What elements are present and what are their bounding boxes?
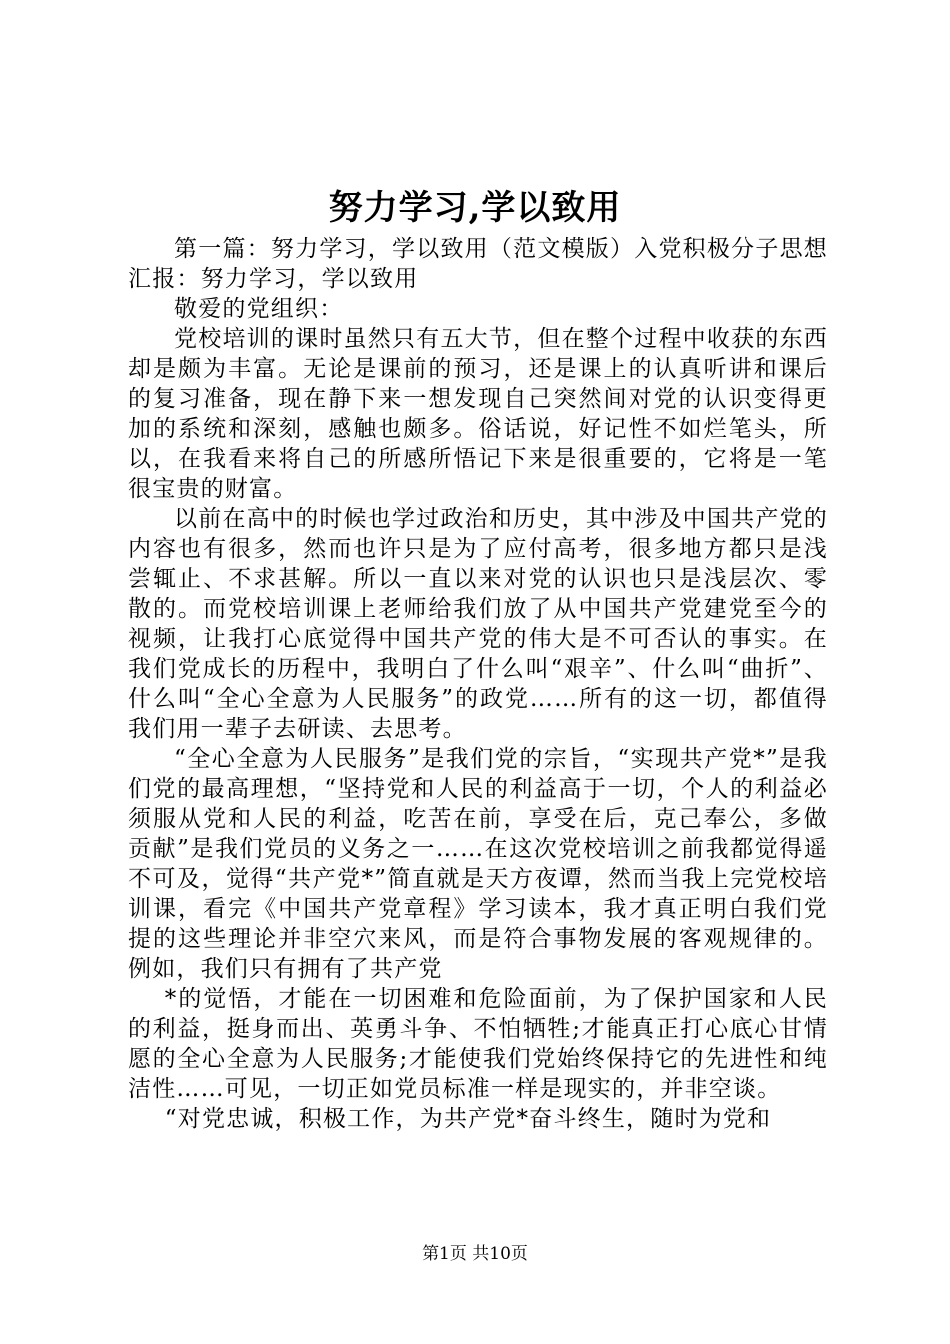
paragraph-intro: 第一篇：努力学习，学以致用（范文模版）入党积极分子思想汇报：努力学习，学以致用 [128, 236, 828, 292]
document-title: 努力学习,学以致用 [328, 188, 622, 228]
document-body [128, 234, 828, 1134]
paragraph-purpose: “全心全意为人民服务”是我们党的宗旨，“实现共产党*”是我们党的最高理想，“坚持党和人民的利益高于一切，个人的利益必须服从党和人民的利益，吃苦在前，享受在后，克己奉公，多做贡献”是我们党员的义务之一……在这次党校培训之前我都觉得遥不可及，觉得“共产党*”简直就是天方夜谭，然而当我上完党校培训课，看完《中国共产党章程》学习读本，我才真正明白我们党提的这些理论并非空穴来风，而是符合事物发展的客观规律的。例如，我们只有拥有了共产党 [128, 746, 828, 982]
paragraph-history: 以前在高中的时候也学过政治和历史，其中涉及中国共产党的内容也有很多，然而也许只是为了应付高考，很多地方都只是浅尝辄止、不求甚解。所以一直以来对党的认识也只是浅层次、零散的。而党校培训课上老师给我们放了从中国共产党建党至今的视频，让我打心底觉得中国共产党的伟大是不可否认的事实。在我们党成长的历程中，我明白了什么叫“艰辛”、什么叫“曲折”、什么叫“全心全意为人民服务”的政党……所有的这一切，都值得我们用一辈子去研读、去思考。 [128, 506, 828, 742]
paragraph-training: 党校培训的课时虽然只有五大节，但在整个过程中收获的东西却是颇为丰富。无论是课前的预习，还是课上的认真听讲和课后的复习准备，现在静下来一想发现自己突然间对党的认识变得更加的系统和深刻，感触也颇多。俗话说，好记性不如烂笔头，所以，在我看来将自己的所感所悟记下来是很重要的，它将是一笔很宝贵的财富。 [128, 326, 828, 502]
paragraph-salutation: 敬爱的党组织： [174, 296, 344, 322]
paragraph-awareness: *的觉悟，才能在一切困难和危险面前，为了保护国家和人民的利益，挺身而出、英勇斗争、不怕牺牲;才能真正打心底心甘情愿的全心全意为人民服务;才能使我们党始终保持它的先进性和纯洁性……可见，一切正如党员标准一样是现实的，并非空谈。 [128, 986, 828, 1102]
paragraph-loyalty: “对党忠诚，积极工作，为共产党*奋斗终生，随时为党和 [164, 1106, 772, 1132]
page-footer: 第1页 共10页 [422, 1244, 528, 1264]
